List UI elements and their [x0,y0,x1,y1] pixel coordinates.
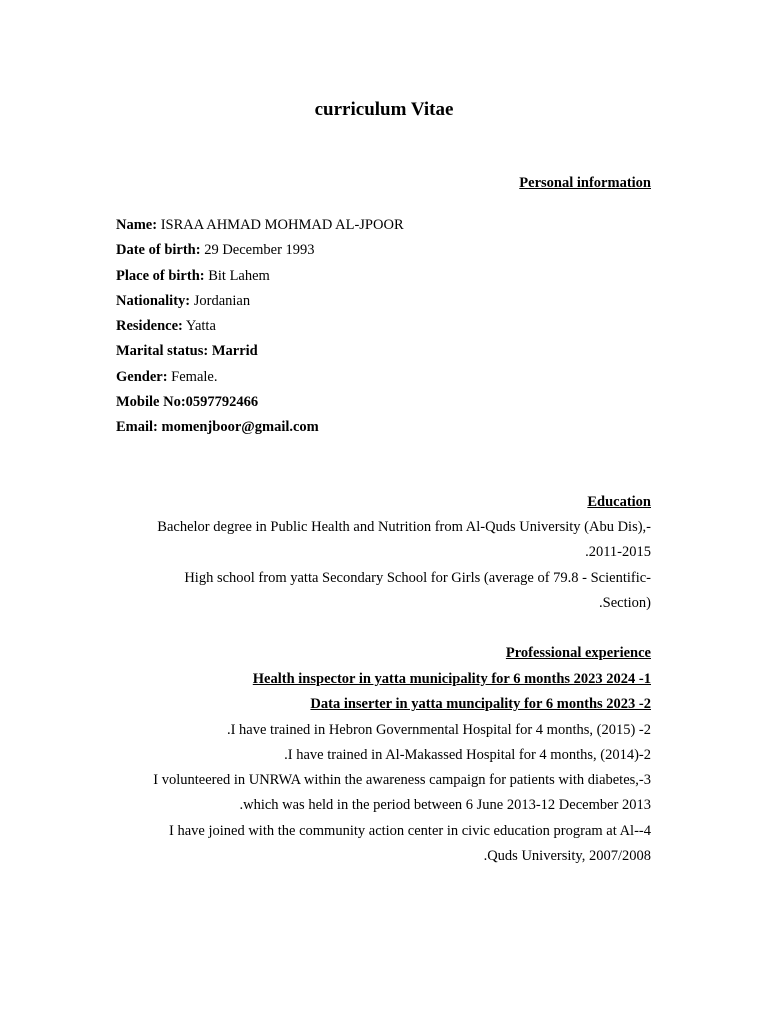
experience-line: .I have trained in Al-Makassed Hospital for 4 months, (2014)-2 [284,746,651,763]
pob-row [116,266,404,291]
education-line: .2011-2015 [585,544,651,561]
document-title: curriculum Vitae [314,99,454,120]
residence-value: Yatta [182,318,216,335]
experience-line: .I have trained in Hebron Governmental Hospital for 4 months, (2015) -2 [226,721,651,738]
nationality-row [116,291,404,316]
residence-row [116,316,404,341]
nationality-label: Nationality: [116,292,191,309]
pob-label: Place of birth: [116,267,205,284]
marital-value: Marrid [208,343,258,360]
mobile-value: 0597792466 [185,394,259,411]
gender-label: Gender: [116,368,168,385]
dob-row [116,240,404,265]
pob-value: Bit Lahem [204,267,270,284]
experience-line: Data inserter in yatta muncipality for 6 months 2023 -2 [310,696,651,713]
personal-information-list [116,215,404,443]
mobile-row [116,392,404,417]
personal-information-heading: Personal information [519,175,651,191]
name-label: Name: [116,217,158,233]
email-row [116,417,404,442]
experience-line: I volunteered in UNRWA within the awareness campaign for patients with diabetes,-3 [153,772,651,789]
education-heading: Education [587,494,651,510]
email-value: momenjboor@gmail.com [157,419,319,436]
mobile-label: Mobile No: [116,394,186,411]
experience-line: .which was held in the period between 6 June 2013-12 December 2013 [239,797,651,814]
dob-label: Date of birth: [116,242,201,259]
education-line: Bachelor degree in Public Health and Nutrition from Al-Quds University (Abu Dis),- [157,519,651,535]
experience-line: .Quds University, 2007/2008 [483,848,651,865]
nationality-value: Jordanian [190,292,251,309]
gender-value: Female. [167,368,218,385]
dob-value: 29 December 1993 [200,242,315,259]
name-row [116,215,404,240]
experience-line: Health inspector in yatta municipality for 6 months 2023 2024 -1 [252,671,651,687]
education-line: .Section) [599,594,651,611]
residence-label: Residence: [116,318,183,335]
gender-row [116,367,404,392]
education-list [157,517,651,618]
education-line: High school from yatta Secondary School for Girls (average of 79.8 - Scientific- [184,569,651,586]
name-value: ISRAA AHMAD MOHMAD AL-JPOOR [157,217,404,233]
email-label: Email: [116,419,158,436]
marital-label: Marital status: [116,343,209,360]
professional-experience-heading: Professional experience [505,645,651,661]
experience-line: I have joined with the community action center in civic education program at Al--4 [169,822,651,839]
marital-row [116,341,404,366]
experience-list [153,669,651,871]
